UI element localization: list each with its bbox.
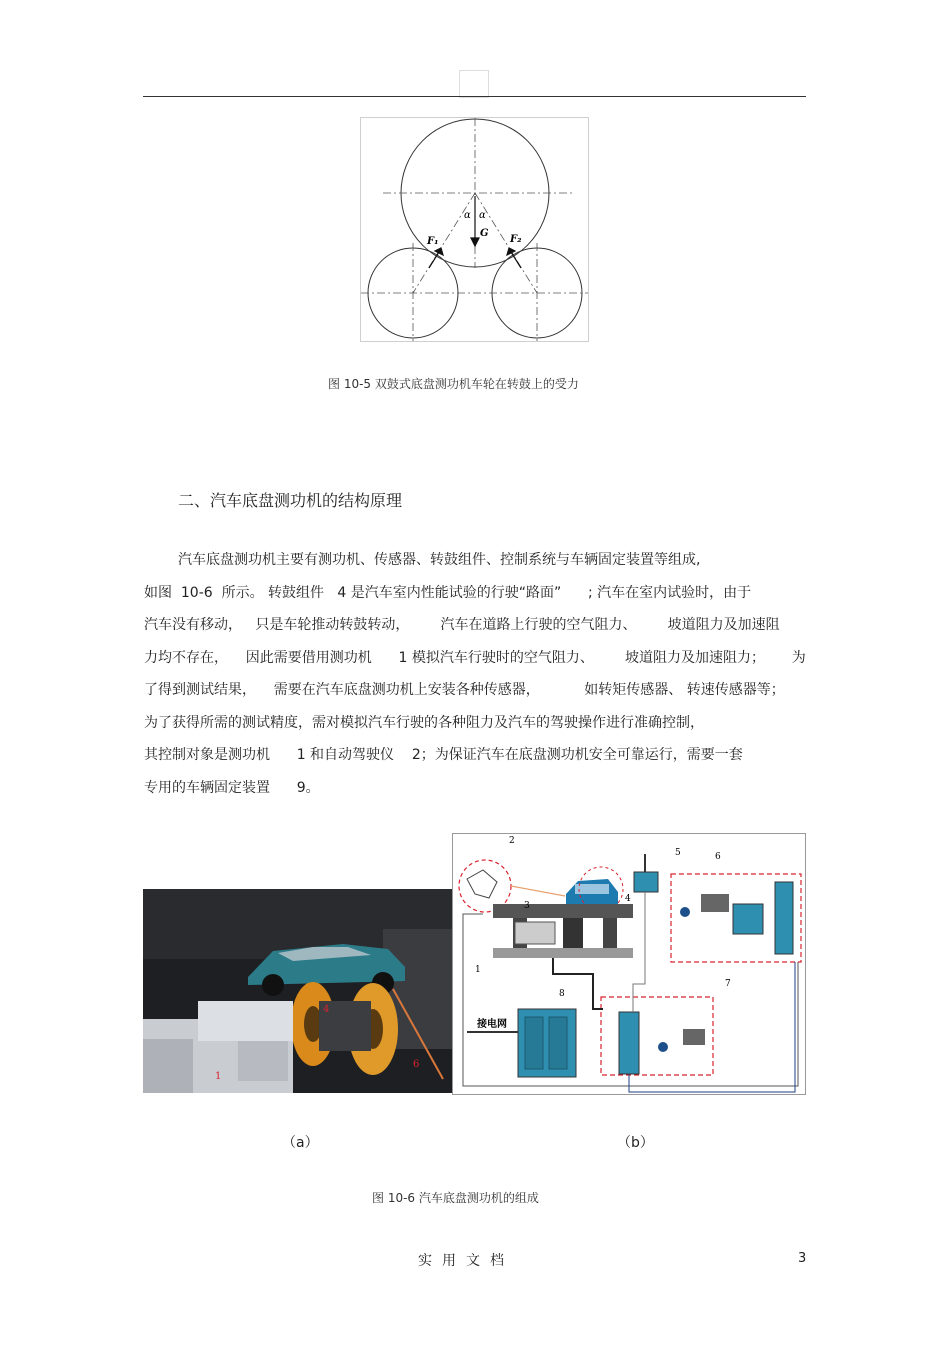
subfigure-b-label: （b） bbox=[617, 1135, 654, 1151]
f1-label: F₁ bbox=[427, 236, 439, 247]
section-title: 二、汽车底盘测功机的结构原理 bbox=[178, 491, 403, 510]
header-box bbox=[459, 70, 489, 98]
figure-10-6-caption: 图 10-6 汽车底盘测功机的组成 bbox=[372, 1191, 539, 1205]
page-number: 3 bbox=[798, 1251, 807, 1266]
figure-10-5 bbox=[360, 117, 589, 342]
paragraph-line: 如图 10-6 所示。 转鼓组件 4 是汽车室内性能试验的行驶“路面” ; 汽车在室内试验时，由于 bbox=[144, 585, 752, 601]
paragraph-line: 了得到测试结果， 需要在汽车底盘测功机上安装各种传感器， 如转矩传感器、 转速传感器等； bbox=[144, 682, 785, 698]
schematic-label-4: 4 bbox=[625, 894, 631, 904]
schematic-label-8: 8 bbox=[559, 989, 565, 999]
photo-label-6: 6 bbox=[413, 1059, 420, 1070]
photo-label-1: 1 bbox=[215, 1071, 222, 1082]
paragraph-line: 力均不存在， 因此需要借用测功机 1 模拟汽车行驶时的空气阻力、 坡道阻力及加速阻力； 为 bbox=[144, 650, 806, 666]
paragraph-line: 汽车没有移动， 只是车轮推动转鼓转动， 汽车在道路上行驶的空气阻力、 坡道阻力及加速阻 bbox=[144, 617, 780, 633]
drum-force-diagram bbox=[361, 118, 588, 341]
header-rule bbox=[143, 96, 806, 97]
footer-text: 实用文档 bbox=[418, 1253, 514, 1269]
schematic-label-7: 7 bbox=[725, 979, 731, 989]
dynamometer-photo bbox=[143, 889, 452, 1093]
g-label: G bbox=[480, 228, 489, 239]
grid-connection-label: 接电网 bbox=[477, 1019, 507, 1030]
alpha-left-label: α bbox=[464, 210, 471, 221]
schematic-label-5: 5 bbox=[675, 848, 681, 858]
paragraph-line: 为了获得所需的测试精度，需对模拟汽车行驶的各种阻力及汽车的驾驶操作进行准确控制， bbox=[144, 715, 704, 731]
schematic-label-3: 3 bbox=[524, 901, 530, 911]
paragraph-line: 汽车底盘测功机主要有测功机、传感器、转鼓组件、控制系统与车辆固定装置等组成, bbox=[178, 552, 701, 568]
figure-10-5-caption: 图 10-5 双鼓式底盘测功机车轮在转鼓上的受力 bbox=[328, 377, 579, 391]
photo-label-4: 4 bbox=[323, 1004, 330, 1015]
schematic-label-6: 6 bbox=[715, 852, 721, 862]
paragraph-line: 专用的车辆固定装置 9。 bbox=[144, 780, 320, 796]
f2-label: F₂ bbox=[510, 234, 522, 245]
subfigure-a-label: （a） bbox=[282, 1135, 319, 1151]
alpha-right-label: α bbox=[479, 210, 486, 221]
dynamometer-schematic bbox=[452, 833, 806, 1095]
schematic-label-2: 2 bbox=[509, 836, 515, 846]
paragraph-line: 其控制对象是测功机 1 和自动驾驶仪 2；为保证汽车在底盘测功机安全可靠运行，需要一套 bbox=[144, 747, 743, 763]
schematic-label-1: 1 bbox=[475, 965, 481, 975]
